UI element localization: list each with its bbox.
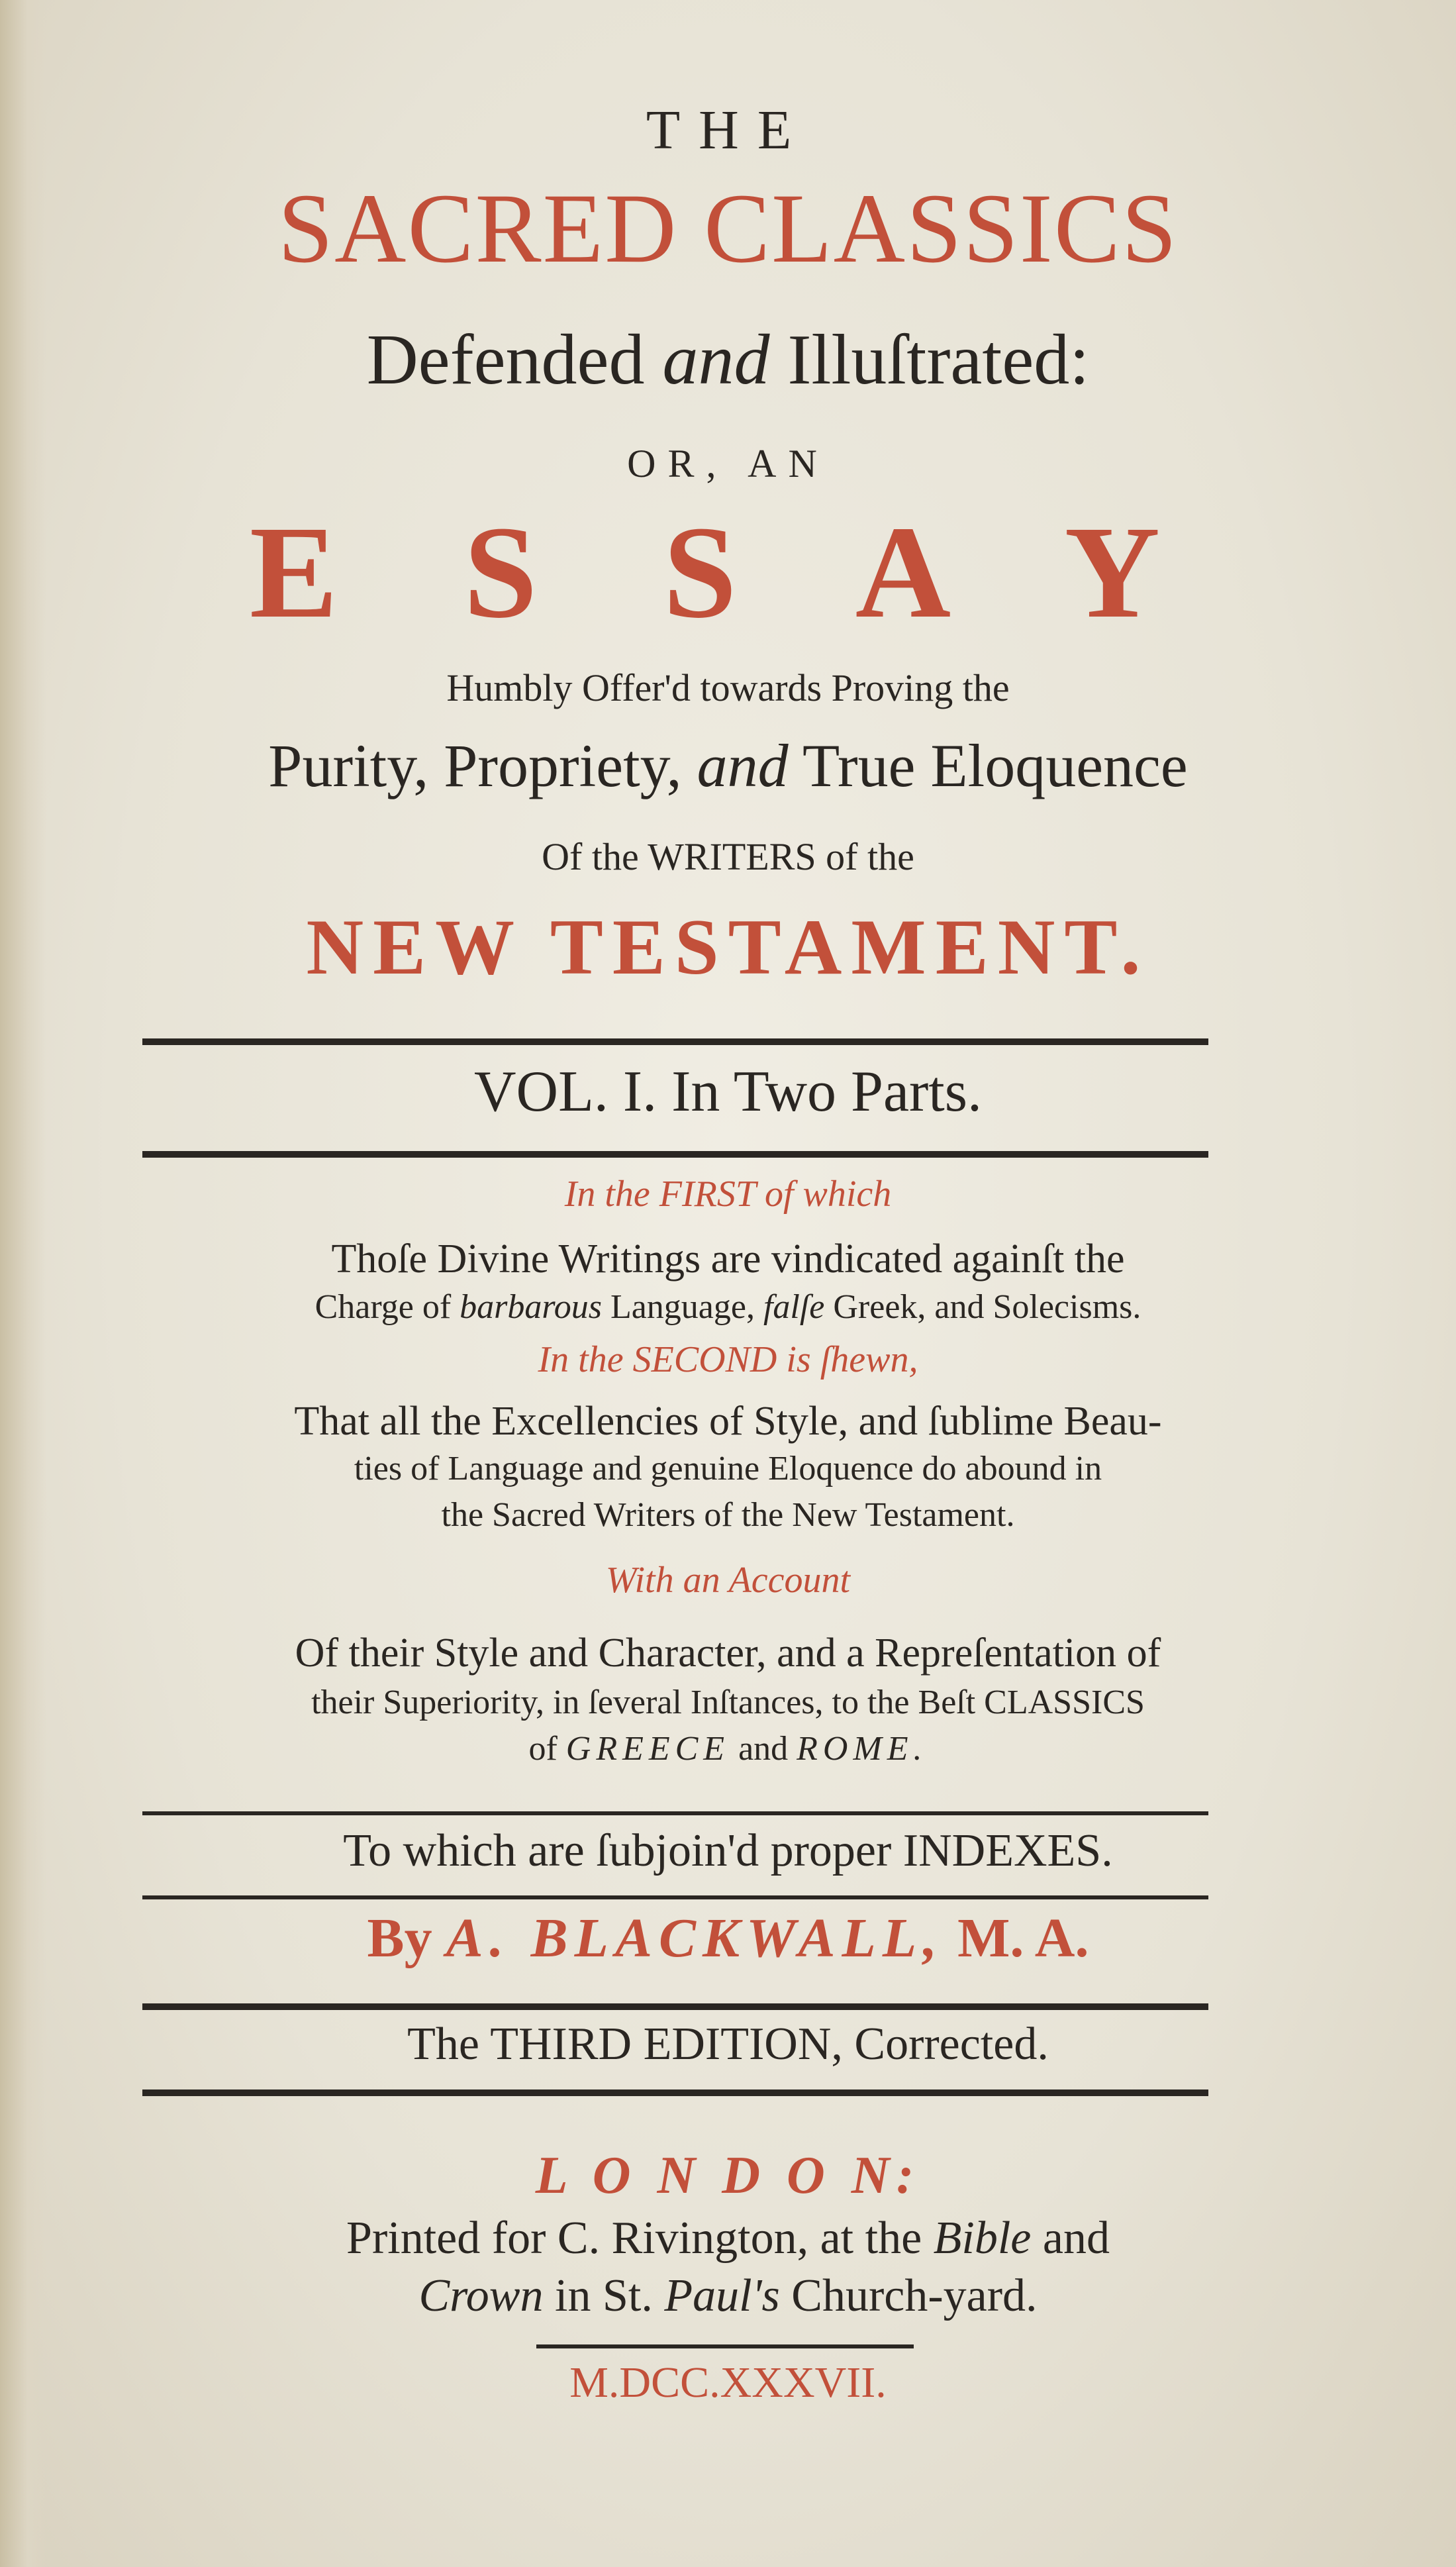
greece-a: of (528, 1730, 558, 1768)
of-writers-line: Of the WRITERS of the (542, 835, 914, 878)
first-of-which: In the FIRST of which (564, 1174, 892, 1215)
or-an-line: OR, AN (627, 442, 829, 485)
printed-line (0, 2215, 1456, 2262)
greece-c: and (738, 1730, 789, 1768)
rule-6 (142, 2089, 1208, 2096)
printed-c: and (1042, 2213, 1110, 2264)
sacred-writers-line: the Sacred Writers of the New Testament. (441, 1496, 1015, 1534)
charge-d: falſe (763, 1288, 825, 1326)
printed-a: Printed for C. Rivington, at the (346, 2213, 922, 2264)
illustrated-word: Illuſtrated: (787, 321, 1090, 399)
sacred-classics-heading: SACRED CLASSICS (277, 174, 1179, 283)
greece-d: ROME. (797, 1730, 928, 1768)
new-testament-heading: NEW TESTAMENT. (306, 903, 1150, 991)
indexes-line: To which are ſubjoin'd proper INDEXES. (343, 1825, 1113, 1876)
author-name: A. BLACKWALL, (446, 1907, 944, 1969)
rule-2 (142, 1151, 1208, 1158)
charge-e: Greek, and Solecisms. (833, 1288, 1141, 1326)
author-line (0, 1907, 1456, 1969)
rule-5 (142, 2003, 1208, 2010)
london-line: L O N D O N: (535, 2146, 921, 2205)
crown-b: in St. (555, 2270, 653, 2321)
superiority-line: their Superiority, in ſeveral Inſtances, to the Beſt CLASSICS (311, 1684, 1145, 1721)
rule-3 (142, 1811, 1208, 1815)
purity-b: True Eloquence (802, 732, 1188, 799)
and-word: and (662, 321, 770, 399)
greece-rome-line (0, 1732, 1456, 1766)
purity-line (0, 732, 1456, 799)
of-their-style-line: Of their Style and Character, and a Repreſentation of (295, 1631, 1161, 1676)
rule-1 (142, 1038, 1208, 1045)
crown-d: Church-yard. (791, 2270, 1038, 2321)
the-heading: THE (646, 99, 810, 161)
vol-line: VOL. I. In Two Parts. (473, 1060, 983, 1124)
with-account: With an Account (605, 1560, 851, 1601)
edition-line: The THIRD EDITION, Corrected. (407, 2019, 1049, 2070)
rule-4 (142, 1895, 1208, 1899)
author-degree: M. A. (957, 1907, 1089, 1969)
crown-c: Paul's (664, 2270, 780, 2321)
and-word-2: and (697, 732, 789, 799)
rule-7 (536, 2344, 914, 2348)
crown-a: Crown (418, 2270, 544, 2321)
ties-of-line: ties of Language and genuine Eloquence do abound in (354, 1450, 1102, 1487)
by-word: By (367, 1907, 432, 1969)
defended-line (0, 321, 1456, 399)
crown-line (0, 2270, 1456, 2321)
humbly-line: Humbly Offer'd towards Proving the (446, 666, 1010, 709)
charge-c: Language, (610, 1288, 755, 1326)
purity-a: Purity, Propriety, (268, 732, 682, 799)
greece-b: GREECE (565, 1730, 730, 1768)
defended-word: Defended (366, 321, 645, 399)
second-shewn: In the SECOND is ſhewn, (538, 1339, 918, 1380)
printed-b: Bible (933, 2213, 1032, 2264)
essay-heading: E S S A Y (249, 499, 1207, 646)
date-line: M.DCC.XXXVII. (569, 2358, 887, 2407)
charge-a: Charge of (315, 1288, 452, 1326)
charge-b: barbarous (460, 1288, 602, 1326)
those-divine-line: Thoſe Divine Writings are vindicated againſt the (331, 1236, 1125, 1282)
charge-line (0, 1290, 1456, 1325)
excellencies-line: That all the Excellencies of Style, and ſublime Beau- (294, 1399, 1162, 1444)
